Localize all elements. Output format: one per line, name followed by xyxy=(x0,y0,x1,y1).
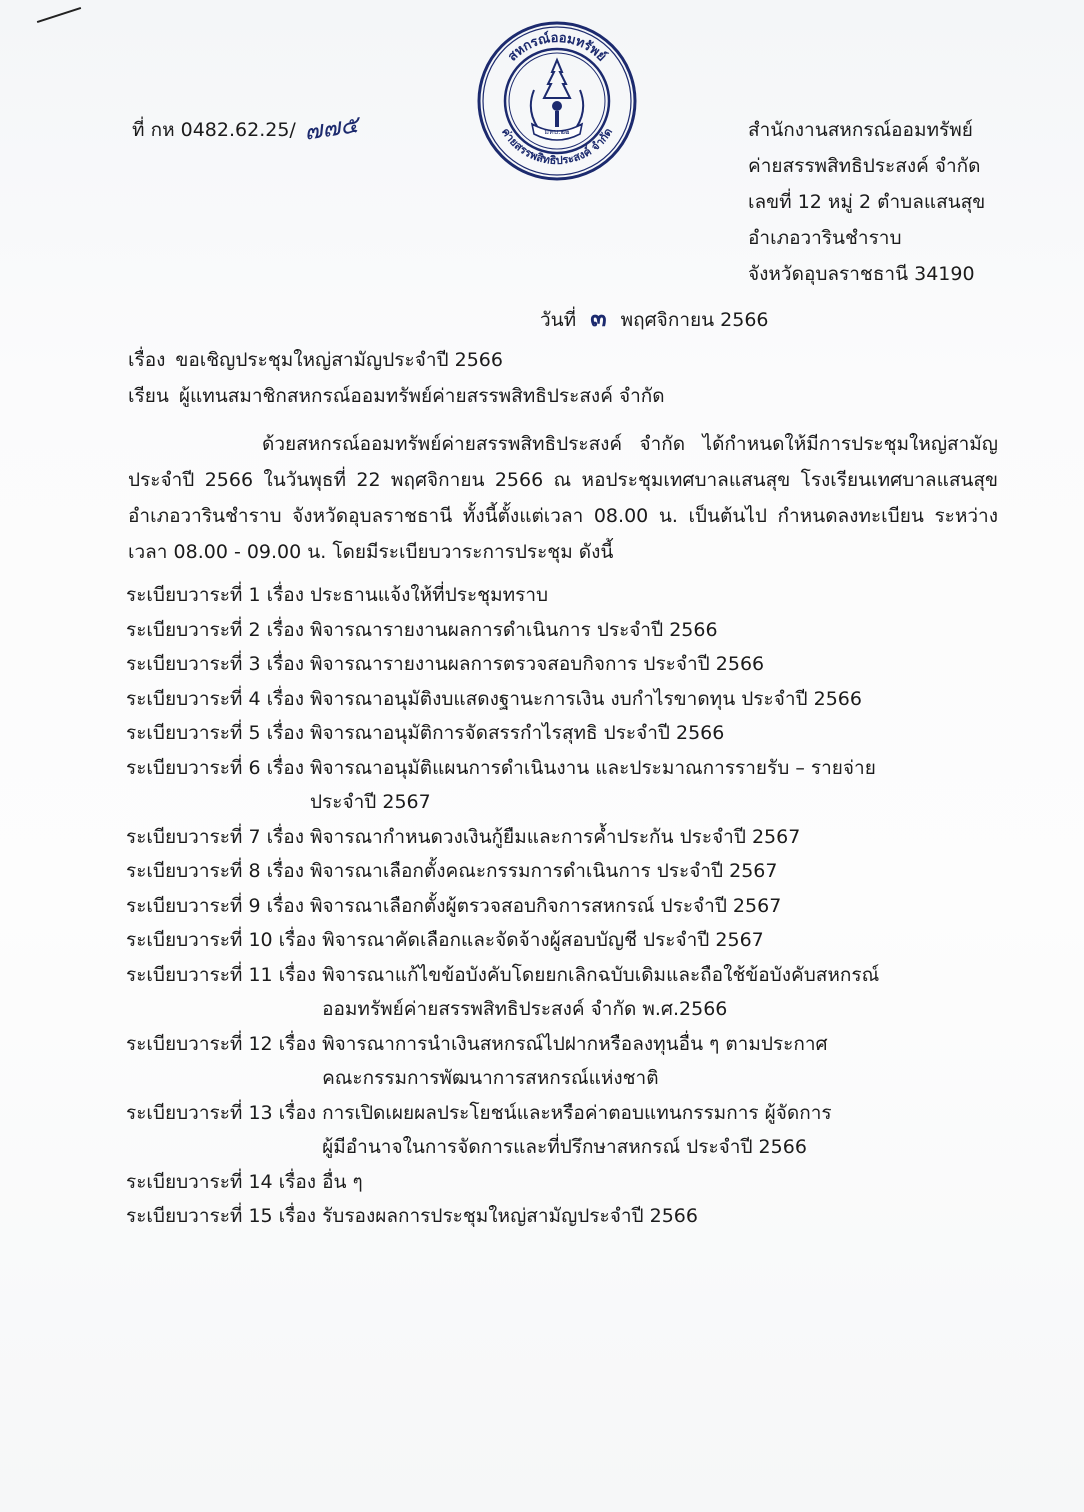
agenda-item-text: ประธานแจ้งให้ที่ประชุมทราบ xyxy=(310,584,549,606)
cooperative-seal-icon xyxy=(476,20,638,182)
agenda-item-label: ระเบียบวาระที่ 1 เรื่อง xyxy=(126,584,304,606)
agenda-item xyxy=(126,1199,1006,1234)
agenda-item-label: ระเบียบวาระที่ 4 เรื่อง xyxy=(126,687,304,710)
agenda-item xyxy=(126,647,1006,682)
agenda-item-text: พิจารณากำหนดวงเงินกู้ยืมและการค้ำประกัน ประจำปี 2567 xyxy=(310,825,801,848)
recipient-line xyxy=(128,378,665,414)
seal-top-text: สหกรณ์ออมทรัพย์ xyxy=(505,30,609,65)
address-line: ค่ายสรรพสิทธิประสงค์ จำกัด xyxy=(748,155,981,177)
agenda-item-label: ระเบียบวาระที่ 6 เรื่อง xyxy=(126,756,304,779)
subject-text: ขอเชิญประชุมใหญ่สามัญประจำปี 2566 xyxy=(175,349,503,371)
date-day-handwritten: ๓ xyxy=(590,303,607,332)
agenda-item xyxy=(126,1096,1006,1165)
address-line: เลขที่ 12 หมู่ 2 ตำบลแสนสุข xyxy=(748,191,986,213)
agenda-item-text: การเปิดเผยผลประโยชน์และหรือค่าตอบแทนกรรมการ ผู้จัดการ xyxy=(322,1101,832,1124)
agenda-item-label: ระเบียบวาระที่ 12 เรื่อง xyxy=(126,1032,317,1055)
document-number-handwritten: ๗๗๕ xyxy=(302,110,360,146)
agenda-item-text: พิจารณาอนุมัติการจัดสรรกำไรสุทธิ ประจำปี 2566 xyxy=(310,722,725,744)
agenda-item xyxy=(126,578,1006,613)
address-line: อำเภอวารินชำราบ xyxy=(748,227,902,249)
agenda-item-label: ระเบียบวาระที่ 7 เรื่อง xyxy=(126,825,304,848)
agenda-item xyxy=(126,923,1006,958)
agenda-item xyxy=(126,682,1006,717)
body-paragraph: ด้วยสหกรณ์ออมทรัพย์ค่ายสรรพสิทธิประสงค์ จำกัด ได้กำหนดให้มีการประชุมใหญ่สามัญประจำปี 2566 ในวันพุธที่ 22 พฤศจิกายน 2566 ณ หอประชุมเทศบาลแสนสุข โรงเรียนเทศบาลแสนสุข อำเภอวารินชำราบ จังหวัดอุบลราชธานี ทั้งนี้ตั้งแต่เวลา 08.00 น. เป็นต้นไป กำหนดลงทะเบียน ระหว่างเวลา 08.00 - 09.00 น. โดยมีระเบียบวาระการประชุม ดังนี้ xyxy=(128,433,998,563)
recipient-label: เรียน xyxy=(128,385,169,407)
agenda-item-label: ระเบียบวาระที่ 10 เรื่อง xyxy=(126,929,317,951)
agenda-item-label: ระเบียบวาระที่ 3 เรื่อง xyxy=(126,653,304,675)
agenda-item xyxy=(126,820,1006,855)
agenda-item-continuation: ประจำปี 2567 xyxy=(310,791,431,813)
agenda-item-text: พิจารณาอนุมัติแผนการดำเนินงาน และประมาณการรายรับ – รายจ่าย xyxy=(310,756,876,779)
date-month-year: พฤศจิกายน 2566 xyxy=(620,309,769,331)
agenda-item-label: ระเบียบวาระที่ 11 เรื่อง xyxy=(126,963,317,986)
agenda-item-text: พิจารณาเลือกตั้งผู้ตรวจสอบกิจการสหกรณ์ ประจำปี 2567 xyxy=(310,894,782,917)
agenda-item xyxy=(126,1165,1006,1200)
agenda-item-label: ระเบียบวาระที่ 15 เรื่อง xyxy=(126,1205,317,1227)
date-label: วันที่ xyxy=(540,309,577,331)
agenda-item xyxy=(126,889,1006,924)
agenda-item-text: พิจารณาเลือกตั้งคณะกรรมการดำเนินการ ประจำปี 2567 xyxy=(310,860,778,882)
agenda-item-text: รับรองผลการประชุมใหญ่สามัญประจำปี 2566 xyxy=(322,1205,698,1227)
agenda-item xyxy=(126,716,1006,751)
agenda-item-label: ระเบียบวาระที่ 2 เรื่อง xyxy=(126,618,304,641)
agenda-item-continuation: ออมทรัพย์ค่ายสรรพสิทธิประสงค์ จำกัด พ.ศ.2566 xyxy=(322,998,728,1020)
document-date xyxy=(540,298,769,337)
recipient-text: ผู้แทนสมาชิกสหกรณ์ออมทรัพย์ค่ายสรรพสิทธิประสงค์ จำกัด xyxy=(178,385,665,407)
agenda-item xyxy=(126,958,1006,1027)
agenda-item-text: พิจารณาอนุมัติงบแสดงฐานะการเงิน งบกำไรขาดทุน ประจำปี 2566 xyxy=(310,687,862,710)
agenda-item-text: พิจารณาแก้ไขข้อบังคับโดยยกเลิกฉบับเดิมและถือใช้ข้อบังคับสหกรณ์ xyxy=(322,963,880,986)
subject-label: เรื่อง xyxy=(128,349,166,371)
seal-ribbon-text: มทบ.๒๒ xyxy=(544,128,570,136)
agenda-item-text: พิจารณารายงานผลการดำเนินการ ประจำปี 2566 xyxy=(310,618,718,641)
agenda-item-label: ระเบียบวาระที่ 13 เรื่อง xyxy=(126,1101,317,1124)
agenda-item-text: พิจารณาคัดเลือกและจัดจ้างผู้สอบบัญชี ประจำปี 2567 xyxy=(322,929,764,951)
subject-block xyxy=(128,342,665,414)
agenda-list xyxy=(126,578,1006,1234)
agenda-item-text: พิจารณารายงานผลการตรวจสอบกิจการ ประจำปี 2566 xyxy=(310,653,765,675)
agenda-item xyxy=(126,1027,1006,1096)
agenda-item-label: ระเบียบวาระที่ 9 เรื่อง xyxy=(126,894,304,917)
agenda-item-label: ระเบียบวาระที่ 5 เรื่อง xyxy=(126,722,304,744)
agenda-item-text: พิจารณาการนำเงินสหกรณ์ไปฝากหรือลงทุนอื่น ๆ ตามประกาศ xyxy=(322,1032,828,1055)
agenda-item-continuation: ผู้มีอำนาจในการจัดการและที่ปรึกษาสหกรณ์ ประจำปี 2566 xyxy=(322,1136,807,1158)
document-number-prefix: ที่ กห 0482.62.25/ xyxy=(132,119,296,141)
agenda-item-label: ระเบียบวาระที่ 14 เรื่อง xyxy=(126,1170,317,1193)
agenda-item-continuation: คณะกรรมการพัฒนาการสหกรณ์แห่งชาติ xyxy=(322,1067,659,1089)
subject-line xyxy=(128,342,665,378)
sender-address xyxy=(748,112,985,292)
agenda-item xyxy=(126,854,1006,889)
seal-bottom-text: ค่ายสรรพสิทธิประสงค์ จำกัด xyxy=(498,125,616,168)
agenda-item xyxy=(126,613,1006,648)
document-number xyxy=(132,108,358,147)
agenda-item-text: อื่น ๆ xyxy=(322,1170,363,1193)
address-line: สำนักงานสหกรณ์ออมทรัพย์ xyxy=(748,119,973,141)
address-line: จังหวัดอุบลราชธานี 34190 xyxy=(748,263,975,285)
corner-pen-mark xyxy=(37,7,81,23)
agenda-item xyxy=(126,751,1006,820)
agenda-item-label: ระเบียบวาระที่ 8 เรื่อง xyxy=(126,860,304,882)
